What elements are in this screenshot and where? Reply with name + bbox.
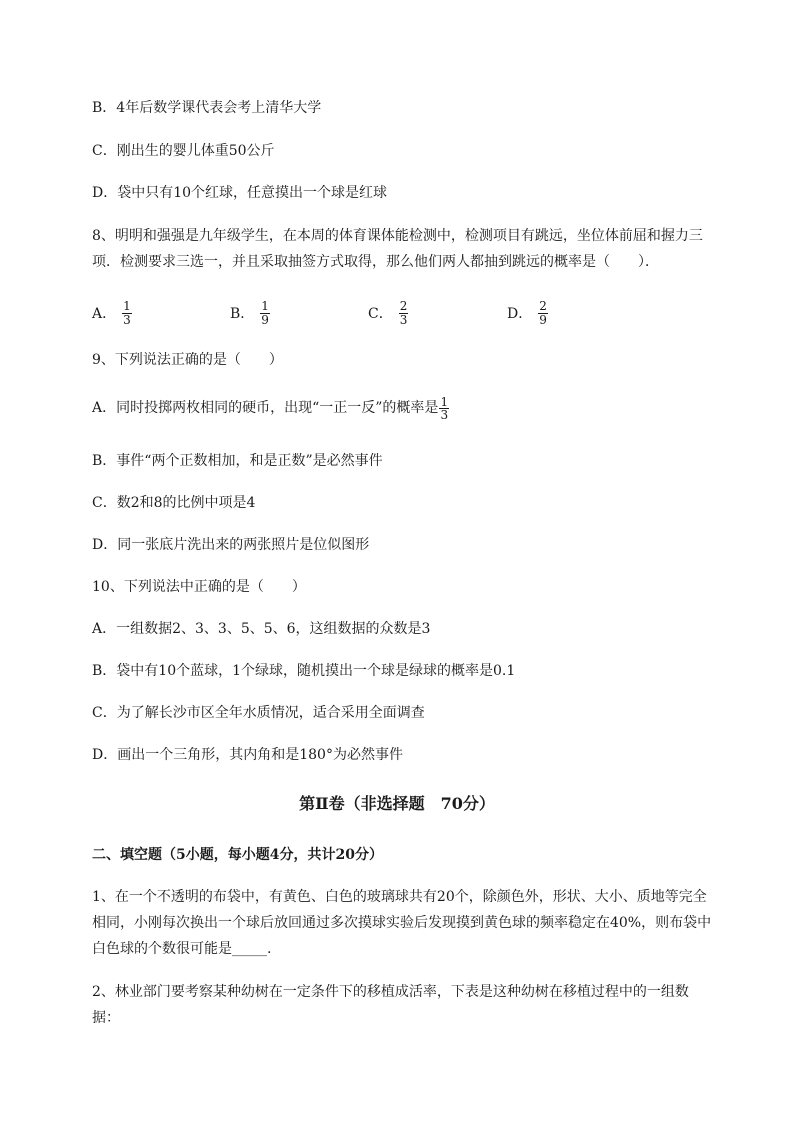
q8-option-d	[507, 296, 548, 330]
part2-title: 第Ⅱ卷（非选择题 70分）	[299, 794, 495, 813]
q7-option-b: B．4年后数学课代表会考上清华大学	[92, 100, 322, 116]
q9-option-a-text: A．同时投掷两枚相同的硬币，出现“一正一反”的概率是	[92, 400, 439, 416]
q10-option-c: C．为了解长沙市区全年水质情况，适合采用全面调查	[92, 705, 425, 721]
fill2-line1: 2、林业部门要考察某种幼树在一定条件下的移植成活率，下表是这种幼树在移植过程中的一组数	[92, 984, 689, 1000]
fill2-line2: 据：	[92, 1010, 120, 1026]
q10-option-b: B．袋中有10个蓝球，1个绿球，随机摸出一个球是绿球的概率是0.1	[92, 663, 516, 679]
denominator: 3	[440, 407, 449, 422]
denominator: 3	[399, 312, 408, 327]
q9-stem: 9、下列说法正确的是（ ）	[92, 352, 283, 368]
fraction	[260, 300, 270, 327]
q9-option-c: C．数2和8的比例中项是4	[92, 495, 256, 511]
q10-option-a: A．一组数据2、3、3、5、5、6，这组数据的众数是3	[92, 621, 431, 637]
denominator: 3	[123, 312, 131, 327]
option-label: D．	[507, 306, 533, 322]
section-heading: 二、填空题（5小题，每小题4分，共计20分）	[92, 847, 383, 863]
q9-option-d: D．同一张底片洗出来的两张照片是位似图形	[92, 537, 370, 553]
numerator: 1	[261, 298, 269, 313]
fraction	[538, 300, 548, 327]
q8-stem-line1: 8、明明和强强是九年级学生，在本周的体育课体能检测中，检测项目有跳远，坐位体前屈和握力三	[92, 228, 703, 244]
option-label: C．	[368, 306, 393, 322]
q7-option-d: D．袋中只有10个红球，任意摸出一个球是红球	[92, 185, 388, 201]
option-label: A．	[92, 306, 117, 322]
fill1-line3: 白色球的个数很可能是_____.	[92, 941, 272, 957]
q8-stem-line2: 项．检测要求三选一，并且采取抽签方式取得，那么他们两人都抽到跳远的概率是（ ）．	[92, 254, 659, 270]
q9-option-a	[92, 393, 449, 423]
numerator: 1	[440, 394, 449, 409]
q8-option-c	[368, 296, 408, 330]
q10-stem: 10、下列说法中正确的是（ ）	[92, 579, 306, 595]
q8-option-b	[230, 296, 270, 330]
denominator: 9	[539, 312, 547, 327]
fraction	[399, 300, 409, 327]
q9-option-b: B．事件“两个正数相加，和是正数”是必然事件	[92, 453, 383, 469]
option-label: B．	[230, 306, 255, 322]
q7-option-c: C．刚出生的婴儿体重50公斤	[92, 143, 275, 159]
numerator: 2	[399, 298, 408, 313]
fraction	[122, 300, 132, 327]
q8-options	[92, 296, 612, 330]
q10-option-d: D．画出一个三角形，其内角和是180°为必然事件	[92, 747, 403, 763]
fill1-line1: 1、在一个不透明的布袋中，有黄色、白色的玻璃球共有20个，除颜色外，形状、大小、质地等完全	[92, 889, 707, 905]
q8-option-a	[92, 296, 132, 330]
fill1-line2: 相同，小刚每次换出一个球后放回通过多次摸球实验后发现摸到黄色球的频率稳定在40%，则布袋中	[92, 915, 712, 931]
fraction	[439, 396, 449, 421]
numerator: 2	[539, 298, 547, 313]
numerator: 1	[123, 298, 131, 313]
denominator: 9	[261, 312, 269, 327]
